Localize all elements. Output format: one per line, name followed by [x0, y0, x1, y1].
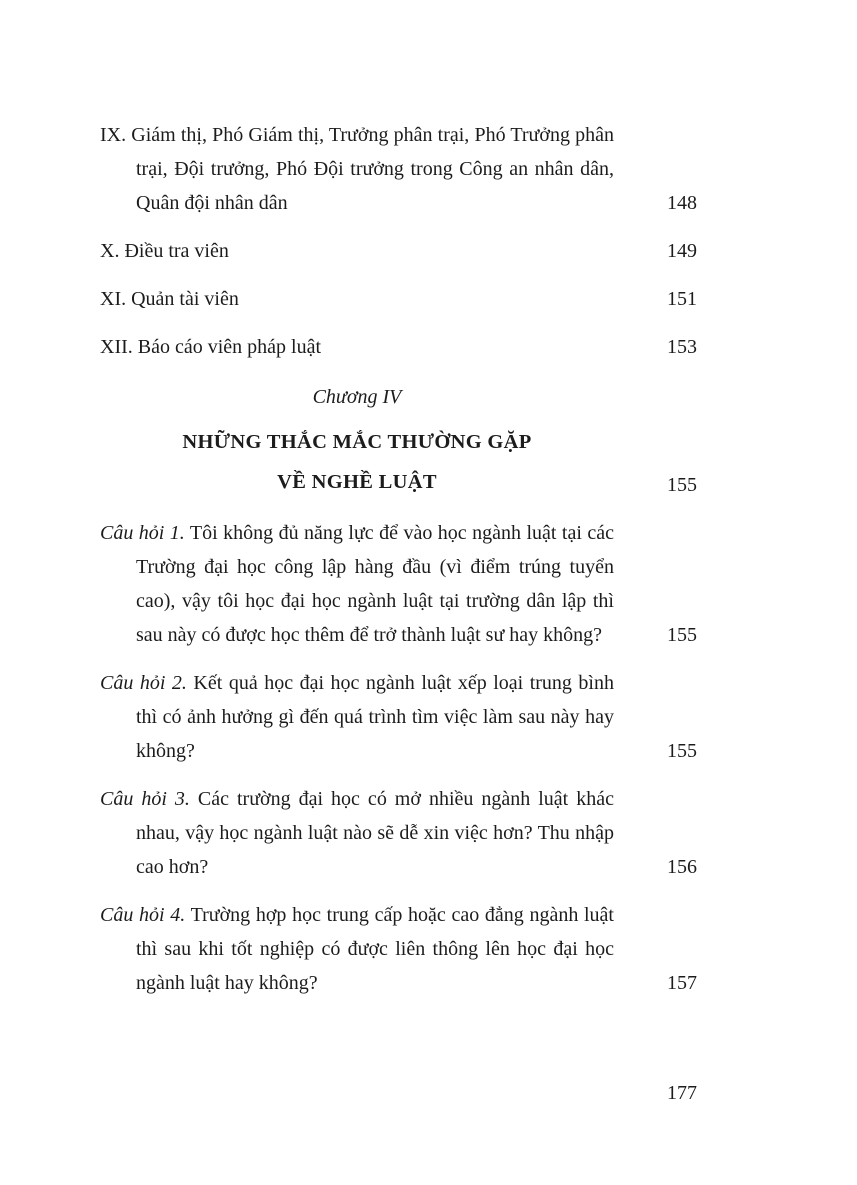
chapter-label: Chương IV: [312, 386, 402, 408]
toc-entry: [100, 330, 697, 364]
entry-label: Câu hỏi 1.: [100, 522, 185, 544]
entry-page-number: 155: [667, 624, 697, 646]
entry-text-block: [100, 234, 614, 268]
entry-text: Tôi không đủ năng lực để vào học ngành luật tại các Trường đại học công lập hàng đầu (vì điểm trúng tuyển cao), vậy tôi học đại học ngành luật tại trường dân lập thì sau này có được học thêm để trở thành luật sư hay không?: [136, 522, 614, 646]
entry-text: Báo cáo viên pháp luật: [132, 336, 322, 358]
entry-text-block: [100, 898, 614, 1000]
entry-text: Giám thị, Phó Giám thị, Trưởng phân trại, Phó Trưởng phân trại, Đội trưởng, Phó Đội trưởng trong Công an nhân dân, Quân đội nhân dân: [126, 124, 614, 214]
entry-text: Các trường đại học có mở nhiều ngành luật khác nhau, vậy học ngành luật nào sẽ dễ xin việc hơn? Thu nhập cao hơn?: [136, 788, 614, 878]
entry-label: Câu hỏi 3.: [100, 788, 190, 810]
entry-text-block: [100, 282, 614, 316]
entry-page-number: 151: [667, 288, 697, 310]
entry-label: IX.: [100, 124, 127, 146]
entry-label: Câu hỏi 2.: [100, 672, 187, 694]
toc-entry: [100, 282, 697, 316]
toc-list: [100, 118, 697, 1014]
entry-text: Quản tài viên: [126, 288, 239, 310]
entry-text: Trường hợp học trung cấp hoặc cao đẳng ngành luật thì sau khi tốt nghiệp có được liên thông lên học đại học ngành luật hay không?: [136, 904, 614, 994]
entry-label: X.: [100, 240, 120, 262]
entry-page-number: 156: [667, 856, 697, 878]
entry-text: Kết quả học đại học ngành luật xếp loại trung bình thì có ảnh hưởng gì đến quá trình tìm việc làm sau này hay không?: [136, 672, 614, 762]
entry-text-block: [100, 782, 614, 884]
entry-text: Điều tra viên: [119, 240, 229, 262]
entry-page-number: 155: [667, 474, 697, 496]
chapter-title-line1: NHỮNG THẮC MẮC THƯỜNG GẶP: [182, 431, 532, 453]
entry-page-number: 149: [667, 240, 697, 262]
entry-page-number: 155: [667, 740, 697, 762]
chapter-heading: [100, 380, 697, 502]
entry-page-number: 157: [667, 972, 697, 994]
entry-page-number: 153: [667, 336, 697, 358]
toc-entry: [100, 782, 697, 884]
entry-text-block: [100, 516, 614, 652]
toc-entry: [100, 666, 697, 768]
entry-page-number: 148: [667, 192, 697, 214]
entry-text-block: [100, 118, 614, 220]
entry-label: Câu hỏi 4.: [100, 904, 186, 926]
entry-text-block: [100, 330, 614, 364]
entry-label: XI.: [100, 288, 127, 310]
chapter-block: [100, 380, 614, 502]
toc-entry: [100, 118, 697, 220]
chapter-title-line2: VỀ NGHỀ LUẬT: [277, 471, 437, 493]
toc-entry: [100, 898, 697, 1000]
entry-label: XII.: [100, 336, 133, 358]
footer-page-number: 177: [667, 1082, 697, 1104]
toc-entry: [100, 234, 697, 268]
toc-entry: [100, 516, 697, 652]
entry-text-block: [100, 666, 614, 768]
